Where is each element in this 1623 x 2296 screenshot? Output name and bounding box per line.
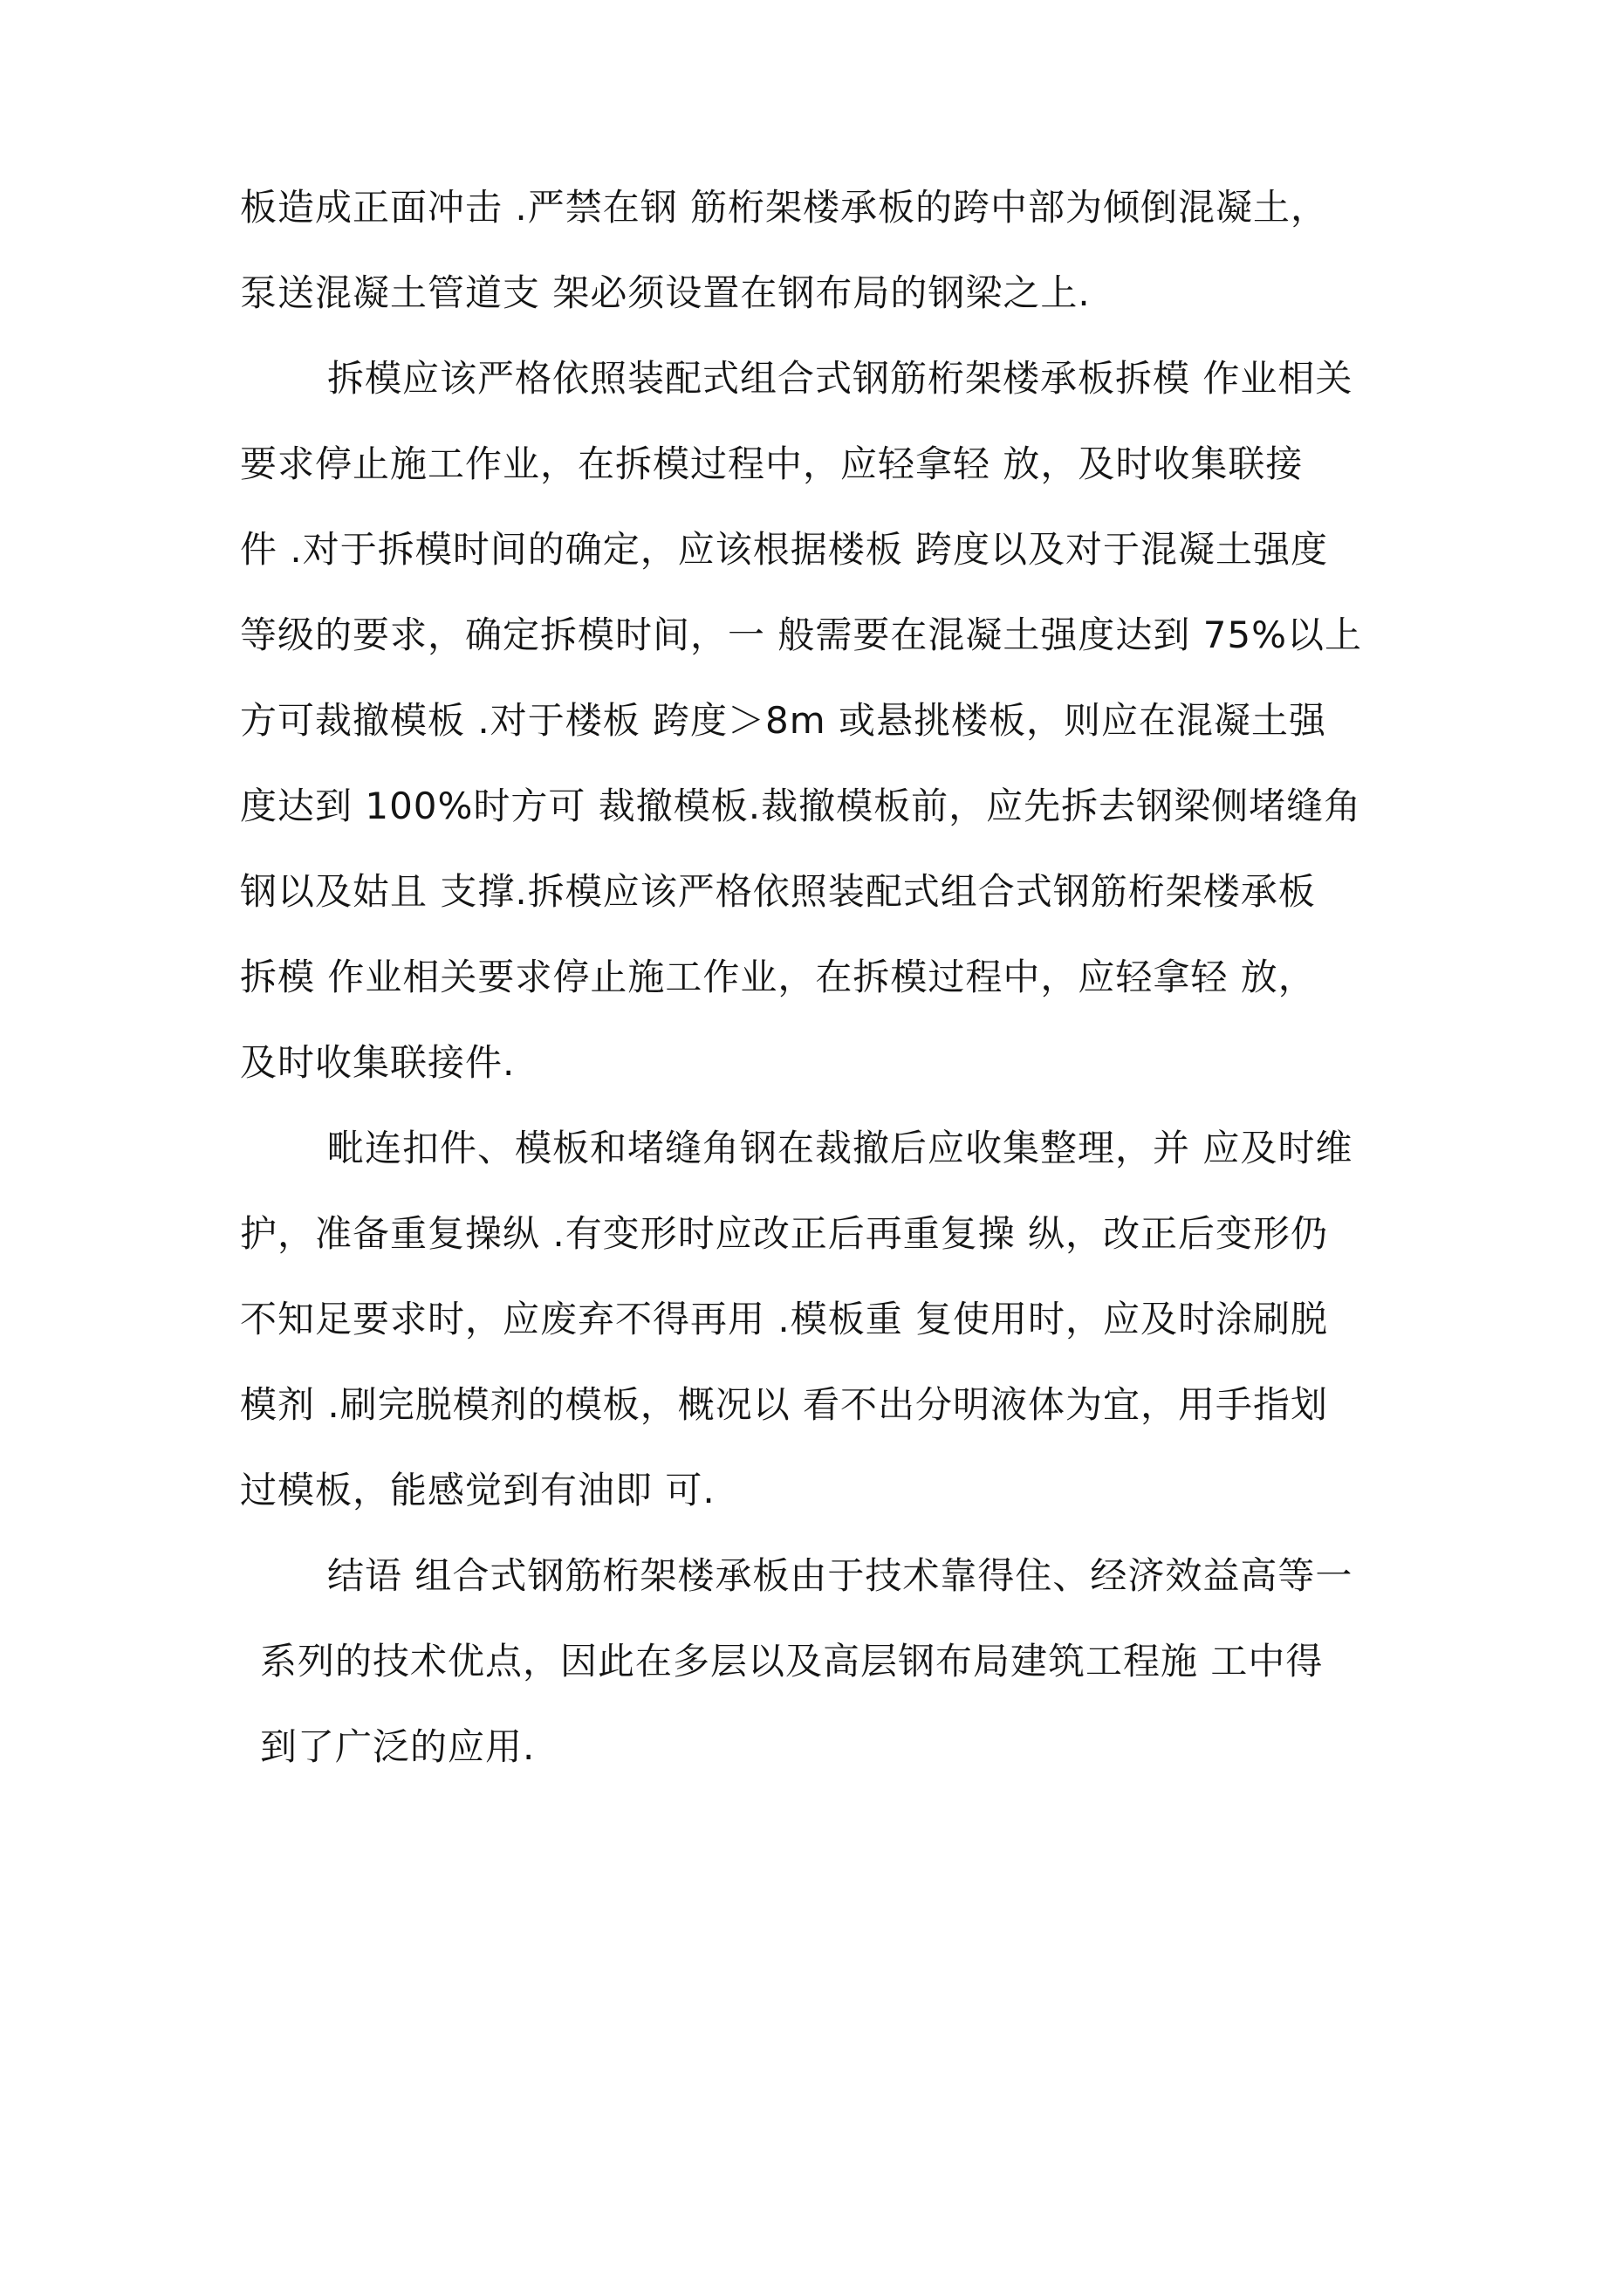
text-line: 结语 组合式钢筋桁架楼承板由于技术靠得住、经济效益高等一: [327, 1554, 1353, 1597]
text-line: 系列的技术优点，因此在多层以及高层钢布局建筑工程施 工中得: [260, 1640, 1324, 1683]
text-line: 不知足要求时，应废弃不得再用 .模板重 复使用时，应及时涂刷脱: [240, 1298, 1329, 1340]
text-line: 拆模应该严格依照装配式组合式钢筋桁架楼承板拆模 作业相关: [327, 357, 1353, 400]
text-line: 毗连扣件、模板和堵缝角钢在裁撤后应收集整理，并 应及时维: [327, 1127, 1353, 1169]
text-line: 及时收集联接件.: [240, 1041, 516, 1084]
text-line: 过模板，能感觉到有油即 可.: [240, 1469, 716, 1511]
text-line: 泵送混凝土管道支 架必须设置在钢布局的钢梁之上.: [240, 271, 1091, 314]
text-line: 件 .对于拆模时间的确定，应该根据楼板 跨度以及对于混凝土强度: [240, 528, 1329, 571]
text-line: 要求停止施工作业，在拆模过程中，应轻拿轻 放，及时收集联接: [240, 442, 1304, 485]
text-line: 护，准备重复操纵 .有变形时应改正后再重复操 纵，改正后变形仍: [240, 1212, 1329, 1255]
text-line: 到了广泛的应用.: [260, 1725, 536, 1768]
text-line: 方可裁撤模板 .对于楼板 跨度＞8m 或悬挑楼板，则应在混凝土强: [240, 699, 1327, 742]
text-line: 板造成正面冲击 .严禁在钢 筋桁架楼承板的跨中部为倾倒混凝土，: [240, 186, 1329, 229]
text-line: 等级的要求，确定拆模时间，一 般需要在混凝土强度达到 75%以上: [240, 613, 1363, 656]
text-line: 模剂 .刷完脱模剂的模板，概况以 看不出分明液体为宜，用手指划: [240, 1383, 1329, 1426]
text-line: 钢以及姑且 支撑.拆模应该严格依照装配式组合式钢筋桁架楼承板: [240, 870, 1316, 913]
text-line: 拆模 作业相关要求停止施工作业，在拆模过程中，应轻拿轻 放，: [240, 956, 1316, 998]
text-line: 度达到 100%时方可 裁撤模板.裁撤模板前，应先拆去钢梁侧堵缝角: [240, 785, 1362, 827]
